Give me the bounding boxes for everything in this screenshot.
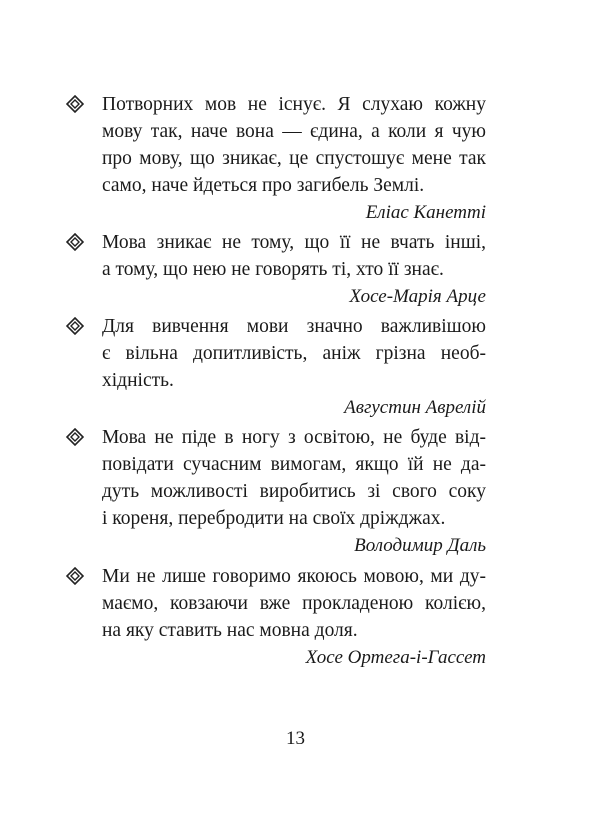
- quote-block: [66, 229, 486, 310]
- quote-line: повідати сучасним вимогам, якщо їй не да-: [102, 454, 486, 475]
- quote-line: Ми не лише говоримо якоюсь мовою, ми ду-: [102, 566, 486, 587]
- diamond-bullet-icon: [66, 95, 84, 113]
- quote-author: Хосе-Марія Арце: [349, 286, 486, 307]
- quote-line: мову так, наче вона — єдина, а коли я чую: [102, 121, 486, 142]
- quote-text: [102, 313, 486, 421]
- quote-author: Еліас Канетті: [365, 202, 486, 223]
- quote-line: а тому, що нею не говорять ті, хто її знає.: [102, 259, 444, 280]
- page-number: 13: [286, 728, 305, 749]
- quote-line: є вільна допитливість, аніж грізна необ-: [102, 343, 486, 364]
- quote-block: [66, 563, 486, 671]
- quote-line: на яку ставить нас мовна доля.: [102, 620, 358, 641]
- quote-author: Володимир Даль: [354, 535, 486, 556]
- quote-line: Мова не піде в ногу з освітою, не буде від-: [102, 427, 486, 448]
- quote-line: Потворних мов не існує. Я слухаю кожну: [102, 94, 486, 115]
- quote-text: [102, 229, 486, 310]
- diamond-bullet-icon: [66, 567, 84, 585]
- quote-author: Хосе Ортега-і-Гассет: [305, 647, 486, 668]
- quote-block: [66, 424, 486, 559]
- quote-line: Мова зникає не тому, що її не вчать інші,: [102, 232, 486, 253]
- quote-author: Августин Аврелій: [344, 397, 486, 418]
- quote-block: [66, 91, 486, 226]
- quote-text: [102, 424, 486, 559]
- diamond-bullet-icon: [66, 317, 84, 335]
- quote-line: само, наче йдеться про загибель Землі.: [102, 175, 425, 196]
- diamond-bullet-icon: [66, 233, 84, 251]
- quote-line: і кореня, перебродити на своїх дріжджах.: [102, 508, 446, 529]
- diamond-bullet-icon: [66, 428, 84, 446]
- quote-block: [66, 313, 486, 421]
- quote-text: [102, 91, 486, 226]
- quote-text: [102, 563, 486, 671]
- quote-line: маємо, ковзаючи вже прокладеною колією,: [102, 593, 486, 614]
- quote-line: Для вивчення мови значно важливішою: [102, 316, 486, 337]
- quote-line: про мову, що зникає, це спустошує мене так: [102, 148, 486, 169]
- quote-line: хідність.: [102, 370, 174, 391]
- quote-line: дуть можливості виробитись зі свого соку: [102, 481, 486, 502]
